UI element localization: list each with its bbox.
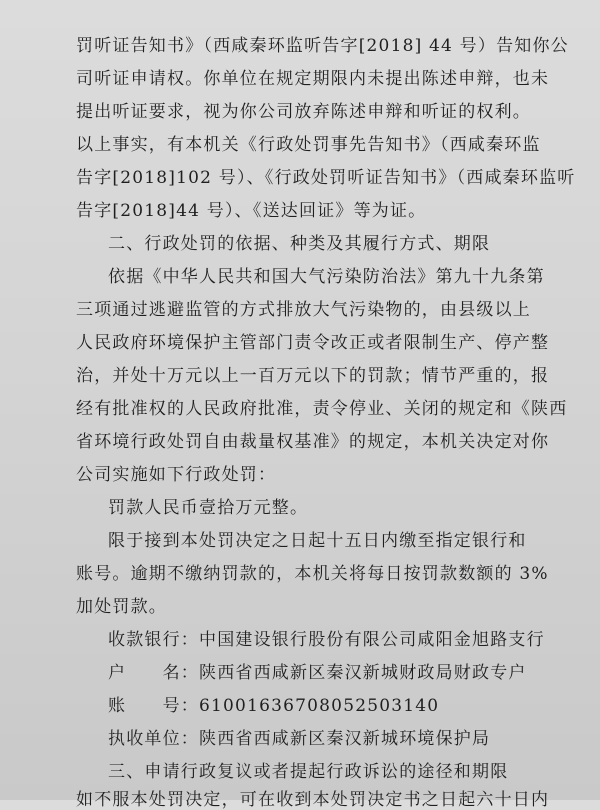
penalty-amount: 罚款人民币壹拾万元整。 (108, 498, 309, 518)
section-heading-2: 二、行政处罚的依据、种类及其履行方式、期限 (108, 234, 491, 254)
bank-name-line: 收款银行：中国建设银行股份有限公司咸阳金旭路支行 (108, 630, 545, 650)
doc-line-17: 账号。逾期不缴纳罚款的，本机关将每日按罚款数额的 3% (76, 564, 549, 584)
doc-line-6: 告字[2018]44 号）、《送达回证》等为证。 (76, 201, 427, 221)
doc-line-4: 以上事实，有本机关《行政处罚事先告知书》（西咸秦环监 (76, 135, 541, 155)
doc-line-5: 告字[2018]102 号）、《行政处罚听证告知书》（西咸秦环监听 (76, 168, 576, 188)
doc-line-10: 人民政府环境保护主管部门责令改正或者限制生产、停产整 (76, 333, 550, 353)
doc-line-14: 公司实施如下行政处罚： (76, 465, 277, 485)
doc-line-11: 治，并处十万元以上一百万元以下的罚款；情节严重的，报 (76, 366, 550, 386)
section-heading-3: 三、申请行政复议或者提起行政诉讼的途径和期限 (108, 762, 509, 782)
doc-line-12: 经有批准权的人民政府批准，责令停业、关闭的规定和《陕西 (76, 399, 568, 419)
doc-line-2: 司听证申请权。你单位在规定期限内未提出陈述申辩，也未 (76, 69, 550, 89)
collecting-unit-line: 执收单位：陕西省西咸新区秦汉新城环境保护局 (108, 729, 491, 749)
doc-line-8: 依据《中华人民共和国大气污染防治法》第九十九条第 (108, 267, 545, 287)
account-number-line: 账 号：61001636708052503140 (108, 696, 440, 716)
doc-line-16: 限于接到本处罚决定之日起十五日内缴至指定银行和 (108, 531, 527, 551)
doc-line-9: 三项通过逃避监管的方式排放大气污染物的，由县级以上 (76, 300, 531, 320)
doc-line-13: 省环境行政处罚自由裁量权基准》的规定，本机关决定对你 (76, 432, 550, 452)
doc-line-3: 提出听证要求，视为你公司放弃陈述申辩和听证的权利。 (76, 102, 531, 122)
account-holder-line: 户 名：陕西省西咸新区秦汉新城财政局财政专户 (108, 663, 527, 683)
doc-line-18: 加处罚款。 (76, 597, 167, 617)
doc-line-1: 罚听证告知书》（西咸秦环监听告字[2018] 44 号）告知你公 (76, 36, 569, 56)
doc-line-24: 如不服本处罚决定，可在收到本处罚决定书之日起六十日内 (76, 790, 550, 810)
